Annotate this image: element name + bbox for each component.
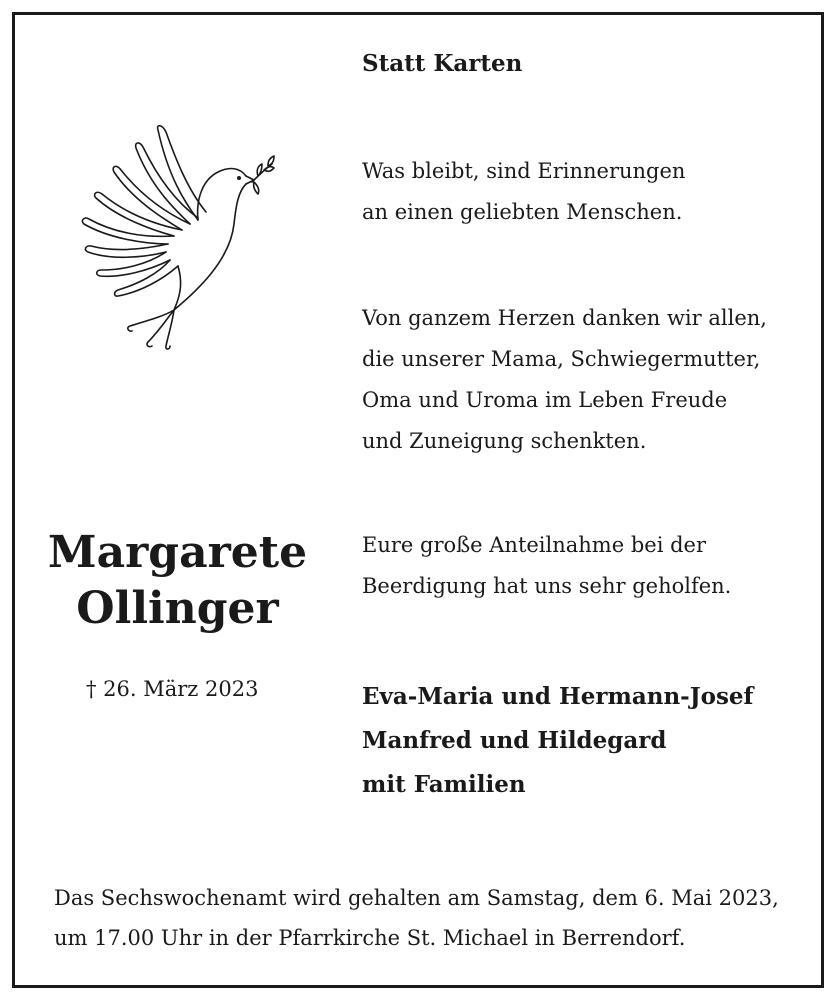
thanks-paragraph: Von ganzem Herzen danken wir allen, die unserer Mama, Schwiegermutter, Oma und Uroma im Leben Freude und Zuneigung schenkten.: [362, 306, 767, 453]
deceased-first-name: Margarete: [47, 527, 308, 578]
deceased-name: [40, 525, 315, 637]
family-signature: Eva-Maria und Hermann-Josef Manfred und Hildegard mit Familien: [362, 683, 754, 798]
death-date: † 26. März 2023: [86, 677, 259, 701]
deceased-last-name: Ollinger: [76, 583, 279, 634]
memory-paragraph: Was bleibt, sind Erinnerungen an einen geliebten Menschen.: [362, 159, 686, 224]
service-announcement: Das Sechswochenamt wird gehalten am Samstag, dem 6. Mai 2023, um 17.00 Uhr in der Pfarrkirche St. Michael in Berrendorf.: [54, 886, 779, 950]
dove-with-olive-branch-icon: [78, 120, 284, 352]
sympathy-paragraph: Eure große Anteilnahme bei der Beerdigung hat uns sehr geholfen.: [362, 533, 732, 598]
notice-header: Statt Karten: [362, 50, 523, 77]
